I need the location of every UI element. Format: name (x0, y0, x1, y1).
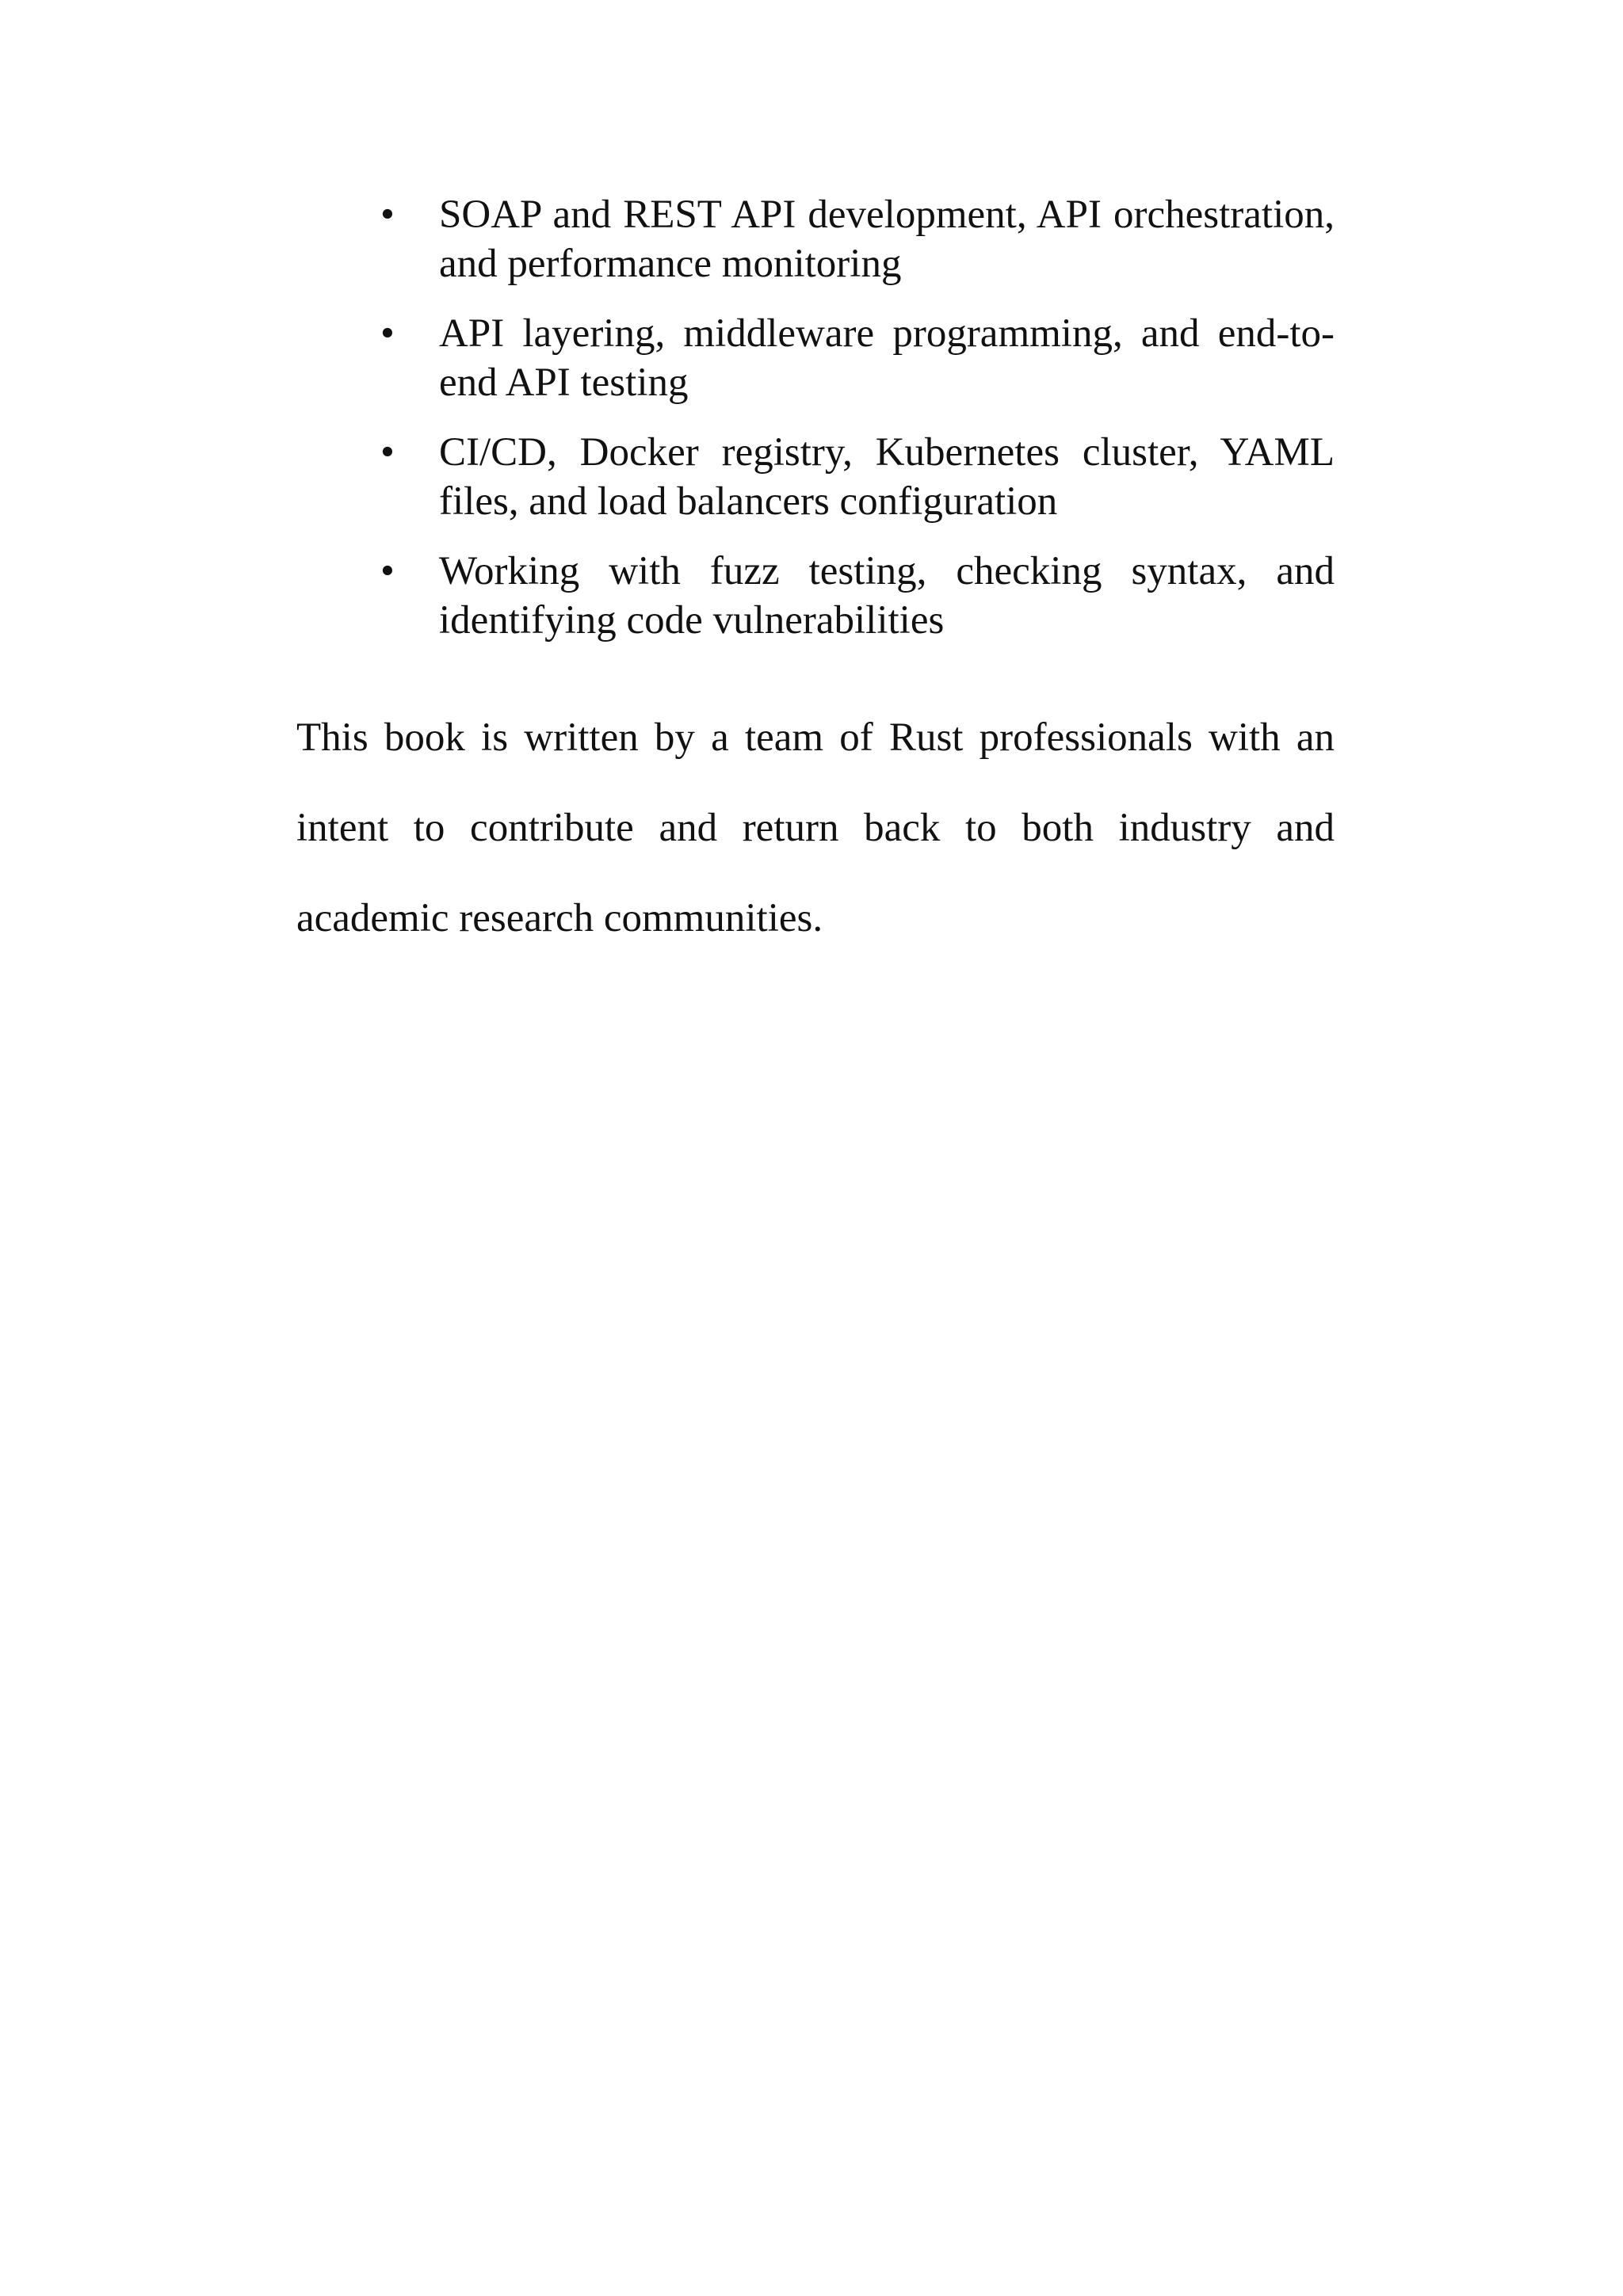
body-paragraph: This book is written by a team of Rust professionals with an intent to contribute and return back to both industry and academic research communities. (296, 715, 1335, 940)
page-content (296, 190, 1335, 963)
bullet-marker: • (380, 549, 395, 593)
bullet-text: CI/CD, Docker registry, Kubernetes cluster, YAML files, and load balancers configuration (439, 430, 1335, 524)
bullet-item (296, 547, 1335, 645)
bullet-item (296, 428, 1335, 526)
bullet-text: SOAP and REST API development, API orchestration, and performance monitoring (439, 193, 1335, 286)
bullet-text: API layering, middleware programming, and end-to-end API testing (439, 311, 1335, 405)
bullet-text: Working with fuzz testing, checking syntax, and identifying code vulnerabilities (439, 549, 1335, 643)
bullet-marker: • (380, 193, 395, 237)
bullet-marker: • (380, 311, 395, 356)
bullet-item (296, 309, 1335, 407)
bullet-marker: • (380, 430, 395, 475)
bullet-item (296, 190, 1335, 288)
bullet-list (296, 190, 1335, 645)
